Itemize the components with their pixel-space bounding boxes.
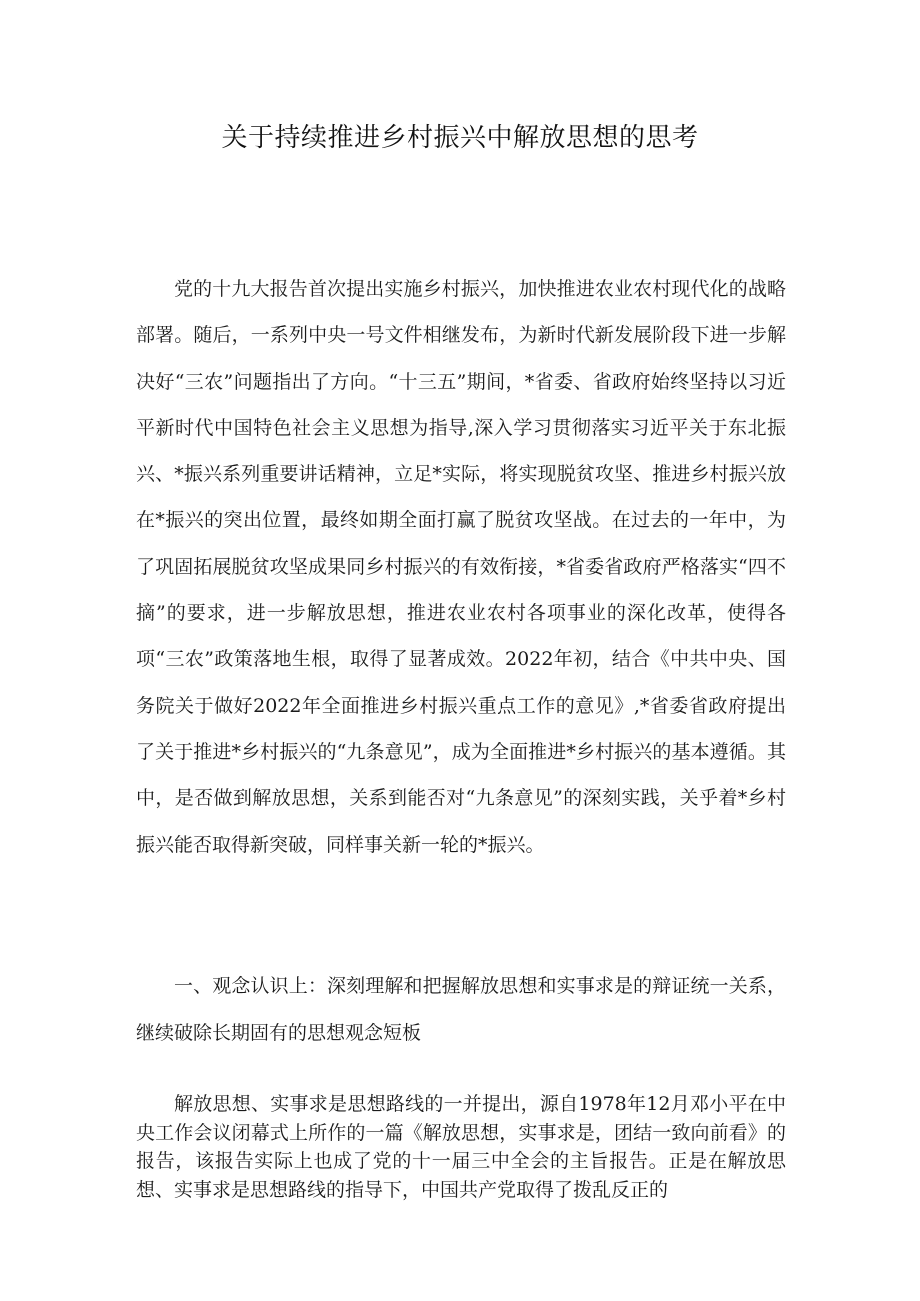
intro-paragraph: 党的十九大报告首次提出实施乡村振兴，加快推进农业农村现代化的战略部署。随后，一系列中央一号文件相继发布，为新时代新发展阶段下进一步解决好“三农”问题指出了方向。“十三五”期间，*省委、省政府始终坚持以习近平新时代中国特色社会主义思想为指导,深入学习贯彻落实习近平关于东北振兴、*振兴系列重要讲话精神，立足*实际，将实现脱贫攻坚、推进乡村振兴放在*振兴的突出位置，最终如期全面打赢了脱贫攻坚战。在过去的一年中，为了巩固拓展脱贫攻坚成果同乡村振兴的有效衔接，*省委省政府严格落实“四不摘”的要求，进一步解放思想，推进农业农村各项事业的深化改革，使得各项“三农”政策落地生根，取得了显著成效。2022年初，结合《中共中央、国务院关于做好2022年全面推进乡村振兴重点工作的意见》,*省委省政府提出了关于推进*乡村振兴的“九条意见”，成为全面推进*乡村振兴的基本遵循。其中，是否做到解放思想，关系到能否对“九条意见”的深刻实践，关乎着*乡村振兴能否取得新突破，同样事关新一轮的*振兴。 xyxy=(136,278,786,856)
body-paragraph: 解放思想、实事求是思想路线的一并提出，源自1978年12月邓小平在中央工作会议闭幕式上所作的一篇《解放思想，实事求是，团结一致向前看》的报告，该报告实际上也成了党的十一届三中全会的主旨报告。正是在解放思想、实事求是思想路线的指导下，中国共产党取得了拨乱反正的 xyxy=(136,1093,786,1201)
section-heading: 一、观念认识上：深刻理解和把握解放思想和实事求是的辩证统一关系，继续破除长期固有的思想观念短板 xyxy=(136,975,786,1044)
document-title: 关于持续推进乡村振兴中解放思想的思考 xyxy=(221,123,699,153)
